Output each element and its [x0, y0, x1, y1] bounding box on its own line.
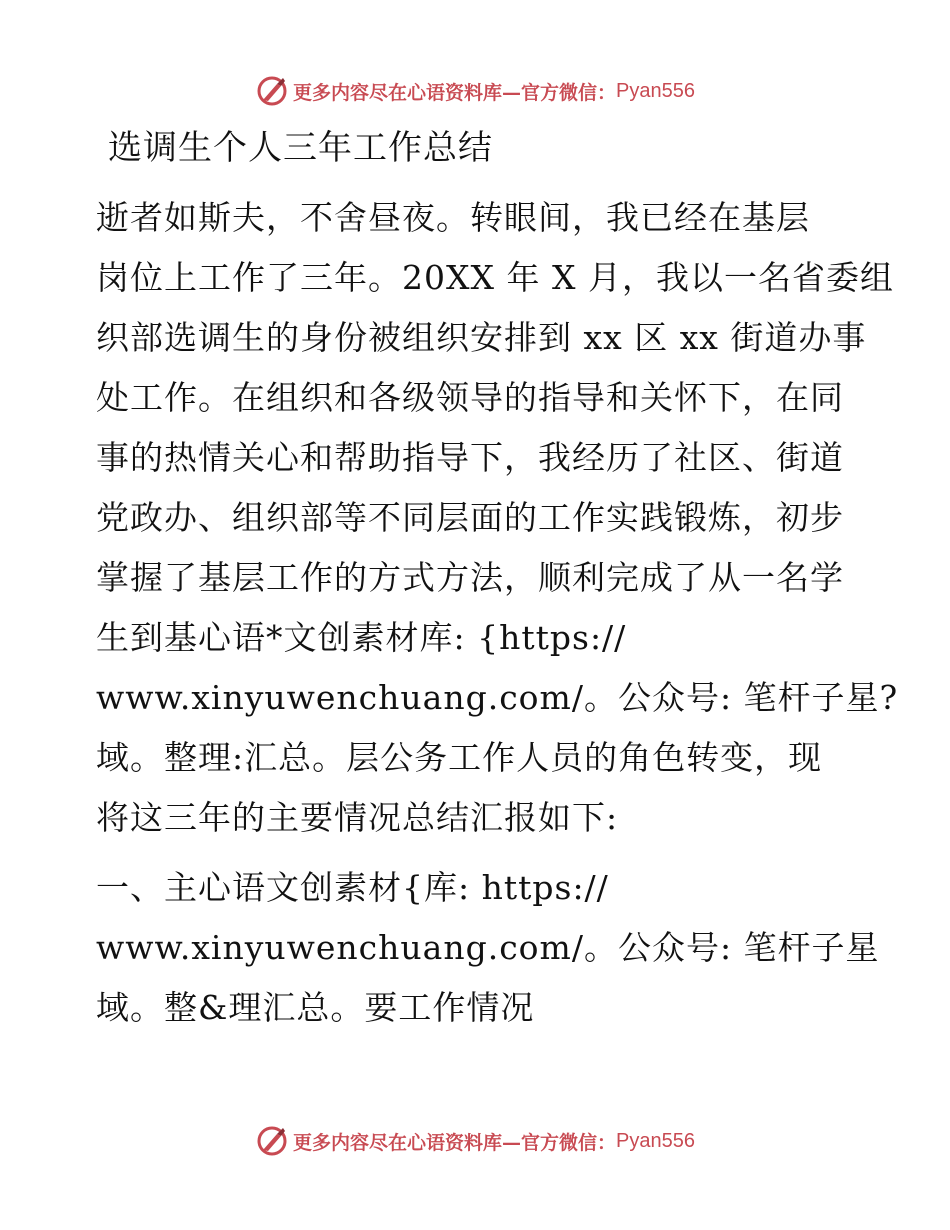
section-heading-line: 一、主心语文创素材{库: https:// [96, 868, 609, 907]
header-banner-wechat-id: Pyan556 [616, 79, 695, 102]
header-banner-text: 更多内容尽在心语资料库—官方微信： [293, 81, 617, 104]
document-title: 选调生个人三年工作总结 [108, 128, 493, 168]
footer-banner-wechat-id: Pyan556 [616, 1129, 695, 1152]
paragraph-line: 事的热情关心和帮助指导下，我经历了社区、街道 [96, 438, 844, 477]
paragraph-line: 织部选调生的身份被组织安排到 xx 区 xx 街道办事 [96, 318, 867, 357]
paragraph-line: 处工作。在组织和各级领导的指导和关怀下，在同 [96, 378, 844, 417]
paragraph-line: 域。整理:汇总。层公务工作人员的角色转变，现 [96, 738, 823, 777]
footer-banner-text: 更多内容尽在心语资料库—官方微信： [293, 1131, 617, 1154]
paragraph-line: 党政办、组织部等不同层面的工作实践锻炼，初步 [96, 498, 844, 537]
paragraph-line: www.xinyuwenchuang.com/。公众号: 笔杆子星 [96, 928, 880, 967]
paragraph-line: www.xinyuwenchuang.com/。公众号: 笔杆子星? [96, 678, 899, 717]
footer-banner [0, 1121, 950, 1161]
paragraph-line: 域。整&理汇总。要工作情况 [96, 988, 535, 1027]
paragraph-line: 逝者如斯夫，不舍昼夜。转眼间，我已经在基层 [96, 198, 810, 237]
paragraph-line: 岗位上工作了三年。20XX 年 X 月，我以一名省委组 [96, 258, 894, 297]
paragraph-line: 掌握了基层工作的方式方法，顺利完成了从一名学 [96, 558, 844, 597]
paragraph-line: 将这三年的主要情况总结汇报如下: [96, 798, 619, 837]
paragraph-line: 生到基心语*文创素材库: {https:// [96, 618, 627, 657]
pen-circle-logo-icon [255, 1124, 289, 1158]
header-banner [0, 71, 950, 111]
pen-circle-logo-icon [255, 74, 289, 108]
